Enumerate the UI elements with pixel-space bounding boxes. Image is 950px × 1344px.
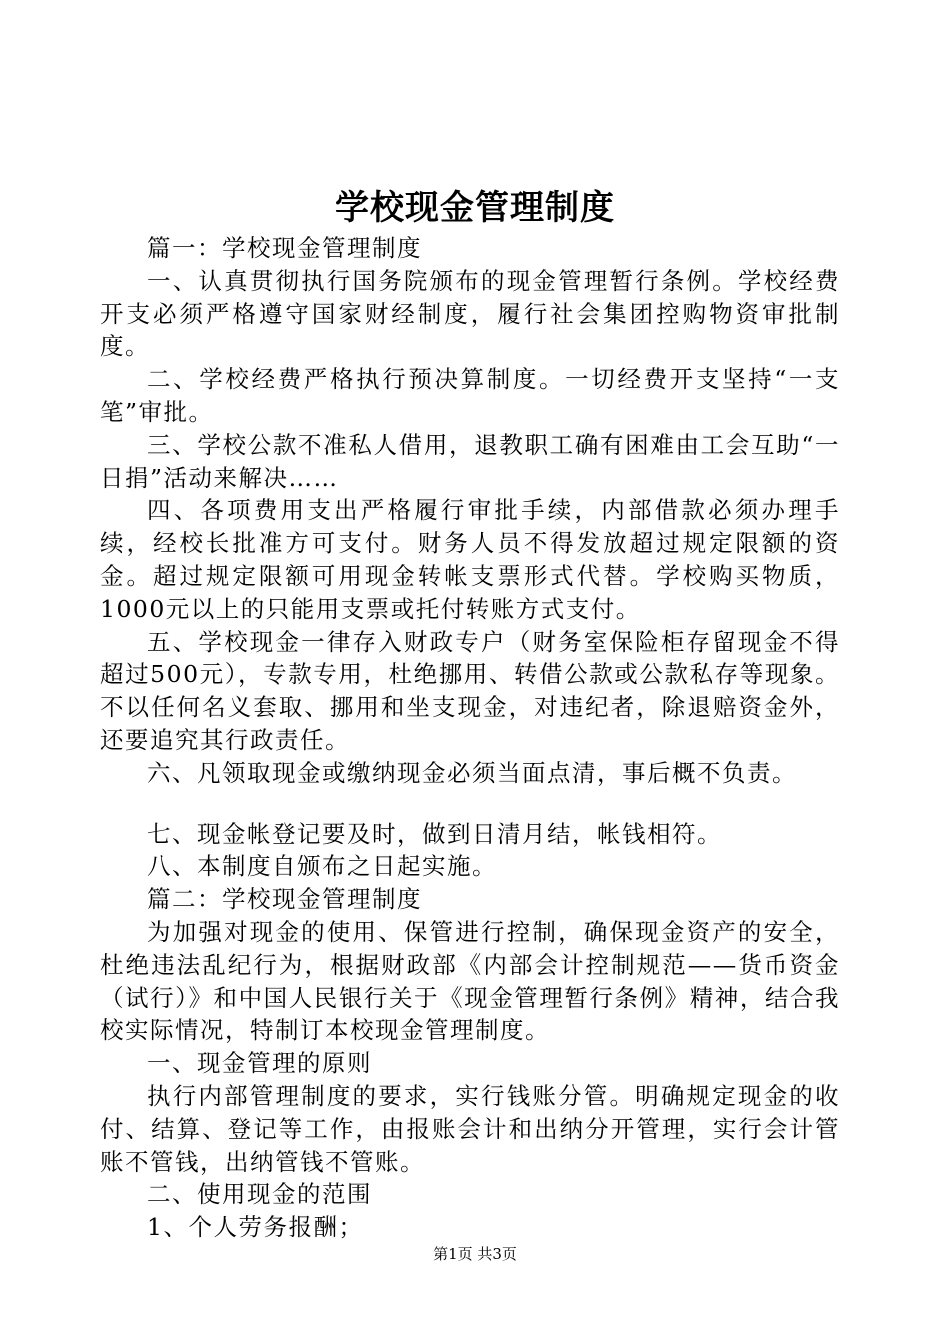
- paragraph-item-3: 三、学校公款不准私人借用，退教职工确有困难由工会互助“一日捐”活动来解决……: [100, 430, 840, 492]
- paragraph-item-8: 八、本制度自颁布之日起实施。: [147, 852, 497, 881]
- paragraph-item-1: 一、认真贯彻执行国务院颁布的现金管理暂行条例。学校经费开支必须严格遵守国家财经制度，履行社会集团控购物资审批制度。: [100, 266, 840, 361]
- paragraph-item-2: 二、学校经费严格执行预决算制度。一切经费开支坚持“一支笔”审批。: [100, 365, 840, 426]
- document-body: [100, 232, 840, 1244]
- paragraph-item-4: 四、各项费用支出严格履行审批手续，内部借款必须办理手续，经校长批准方可支付。财务人员不得发放超过规定限额的资金。超过规定限额可用现金转帐支票形式代替。学校购买物质，1000元以上的只能用支票或托付转账方式支付。: [100, 496, 840, 623]
- paragraph-part-one-heading: 篇一：学校现金管理制度: [147, 234, 422, 262]
- list-item-scope-1: 1、个人劳务报酬；: [147, 1213, 364, 1242]
- paragraph-part-two-heading: 篇二：学校现金管理制度: [147, 885, 422, 914]
- paragraph-item-7: 七、现金帐登记要及时，做到日清月结，帐钱相符。: [147, 819, 722, 848]
- section-heading-scope: 二、使用现金的范围: [147, 1180, 372, 1209]
- paragraph-item-6: 六、凡领取现金或缴纳现金必须当面点清，事后概不负责。: [147, 758, 797, 787]
- paragraph-item-5: 五、学校现金一律存入财政专户（财务室保险柜存留现金不得超过500元），专款专用，杜绝挪用、转借公款或公款私存等现象。不以任何名义套取、挪用和坐支现金，对违纪者，除退赔资金外，还要追究其行政责任。: [100, 627, 840, 754]
- paragraph-principle: 执行内部管理制度的要求，实行钱账分管。明确规定现金的收付、结算、登记等工作，由报账会计和出纳分开管理，实行会计管账不管钱，出纳管钱不管账。: [100, 1081, 840, 1176]
- page-footer: 第1页 共3页: [433, 1245, 517, 1263]
- document-title: 学校现金管理制度: [335, 188, 615, 228]
- paragraph-intro: 为加强对现金的使用、保管进行控制，确保现金资产的安全，杜绝违法乱纪行为，根据财政部《内部会计控制规范——货币资金（试行）》和中国人民银行关于《现金管理暂行条例》精神，结合我校实际情况，特制订本校现金管理制度。: [100, 917, 840, 1045]
- section-heading-principle: 一、现金管理的原则: [147, 1049, 372, 1078]
